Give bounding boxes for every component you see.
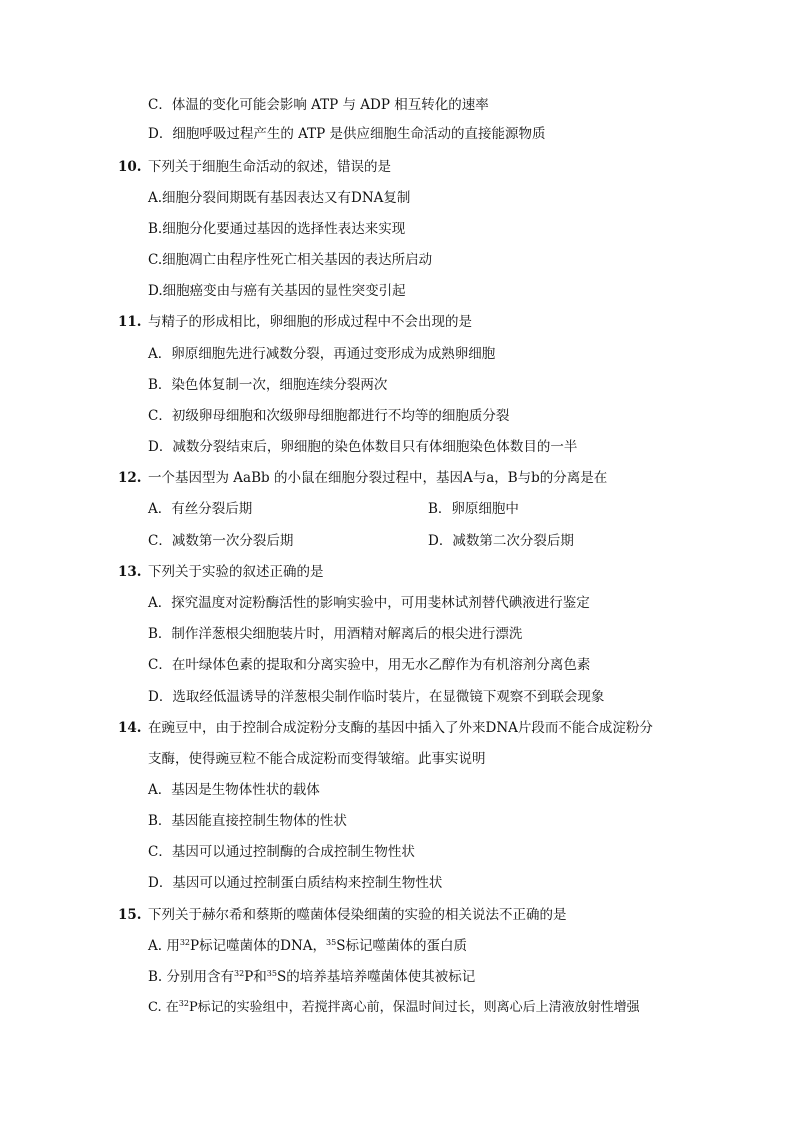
option-text: P标记噬菌体的DNA，: [190, 938, 327, 954]
option-d: D．选取经低温诱导的洋葱根尖制作临时装片，在显微镜下观察不到联会现象: [148, 689, 605, 705]
option-b: B．基因能直接控制生物体的性状: [148, 813, 347, 829]
option-d: D.细胞癌变由与癌有关基因的显性突变引起: [148, 283, 406, 299]
question-number: 11.: [118, 314, 142, 330]
option-a: A．探究温度对淀粉酶活性的影响实验中，可用斐林试剂替代碘液进行鉴定: [148, 595, 590, 611]
option-b: B．卵原细胞中: [428, 501, 519, 517]
option-a: A．有丝分裂后期: [148, 501, 253, 517]
isotope-superscript: 32: [178, 999, 189, 1008]
option-text: S的培养基培养噬菌体使其被标记: [276, 969, 476, 985]
question-stem: 一个基因型为 AaBb 的小鼠在细胞分裂过程中，基因A与a，B与b的分离是在: [148, 470, 608, 486]
option-c: C.细胞凋亡由程序性死亡相关基因的表达所启动: [148, 252, 433, 268]
question-stem: 下列关于细胞生命活动的叙述，错误的是: [148, 159, 391, 175]
isotope-superscript: 35: [266, 969, 277, 978]
option-b: B．染色体复制一次，细胞连续分裂两次: [148, 377, 388, 393]
option-text: P标记的实验组中，若搅拌离心前，保温时间过长，则离心后上清液放射性增强: [188, 1000, 640, 1015]
isotope-superscript: 32: [234, 969, 245, 978]
option-text: P和: [244, 969, 267, 985]
question-stem-continued: 支酶，使得豌豆粒不能合成淀粉而变得皱缩。此事实说明: [148, 751, 486, 767]
option-c: C．基因可以通过控制酶的合成控制生物性状: [148, 844, 415, 860]
option-d: D．基因可以通过控制蛋白质结构来控制生物性状: [148, 875, 443, 891]
question-number: 14.: [118, 720, 142, 736]
option-text: C. 在: [148, 1000, 179, 1015]
option-c: [148, 998, 640, 1018]
option-a: A．基因是生物体性状的载体: [148, 782, 320, 798]
option-c: C．初级卵母细胞和次级卵母细胞都进行不均等的细胞质分裂: [148, 408, 510, 424]
option-text: C．体温的变化可能会影响 ATP 与 ADP 相互转化的速率: [148, 97, 489, 113]
isotope-superscript: 32: [179, 938, 191, 947]
option-text: A. 用: [148, 938, 180, 954]
option-b: B.细胞分化要通过基因的选择性表达来实现: [148, 221, 406, 237]
option-a: A．卵原细胞先进行减数分裂，再通过变形成为成熟卵细胞: [148, 346, 496, 362]
option-text: D．细胞呼吸过程产生的 ATP 是供应细胞生命活动的直接能源物质: [148, 126, 546, 142]
option-d: D．减数分裂结束后，卵细胞的染色体数目只有体细胞染色体数目的一半: [148, 439, 578, 455]
question-number: 12.: [118, 470, 142, 486]
question-stem: 与精子的形成相比，卵细胞的形成过程中不会出现的是: [148, 314, 472, 330]
option-a: [148, 936, 467, 956]
option-text: B. 分别用含有: [148, 969, 235, 985]
question-stem: 下列关于实验的叙述正确的是: [148, 564, 324, 580]
question-stem: 在豌豆中，由于控制合成淀粉分支酶的基因中插入了外来DNA片段而不能合成淀粉分: [148, 720, 653, 736]
option-c: C．减数第一次分裂后期: [148, 533, 294, 549]
option-d: D．减数第二次分裂后期: [428, 533, 574, 549]
isotope-superscript: 35: [326, 938, 337, 947]
question-stem: 下列关于赫尔希和蔡斯的噬菌体侵染细菌的实验的相关说法不正确的是: [148, 907, 567, 923]
option-text: S标记噬菌体的蛋白质: [336, 938, 467, 954]
option-a: A.细胞分裂间期既有基因表达又有DNA复制: [148, 190, 411, 206]
question-number: 10.: [118, 159, 142, 175]
option-c: C．在叶绿体色素的提取和分离实验中，用无水乙醇作为有机溶剂分离色素: [148, 657, 591, 673]
option-b: [148, 967, 475, 987]
option-b: B．制作洋葱根尖细胞装片时，用酒精对解离后的根尖进行漂洗: [148, 626, 523, 642]
question-number: 15.: [118, 907, 142, 923]
question-number: 13.: [118, 564, 142, 580]
